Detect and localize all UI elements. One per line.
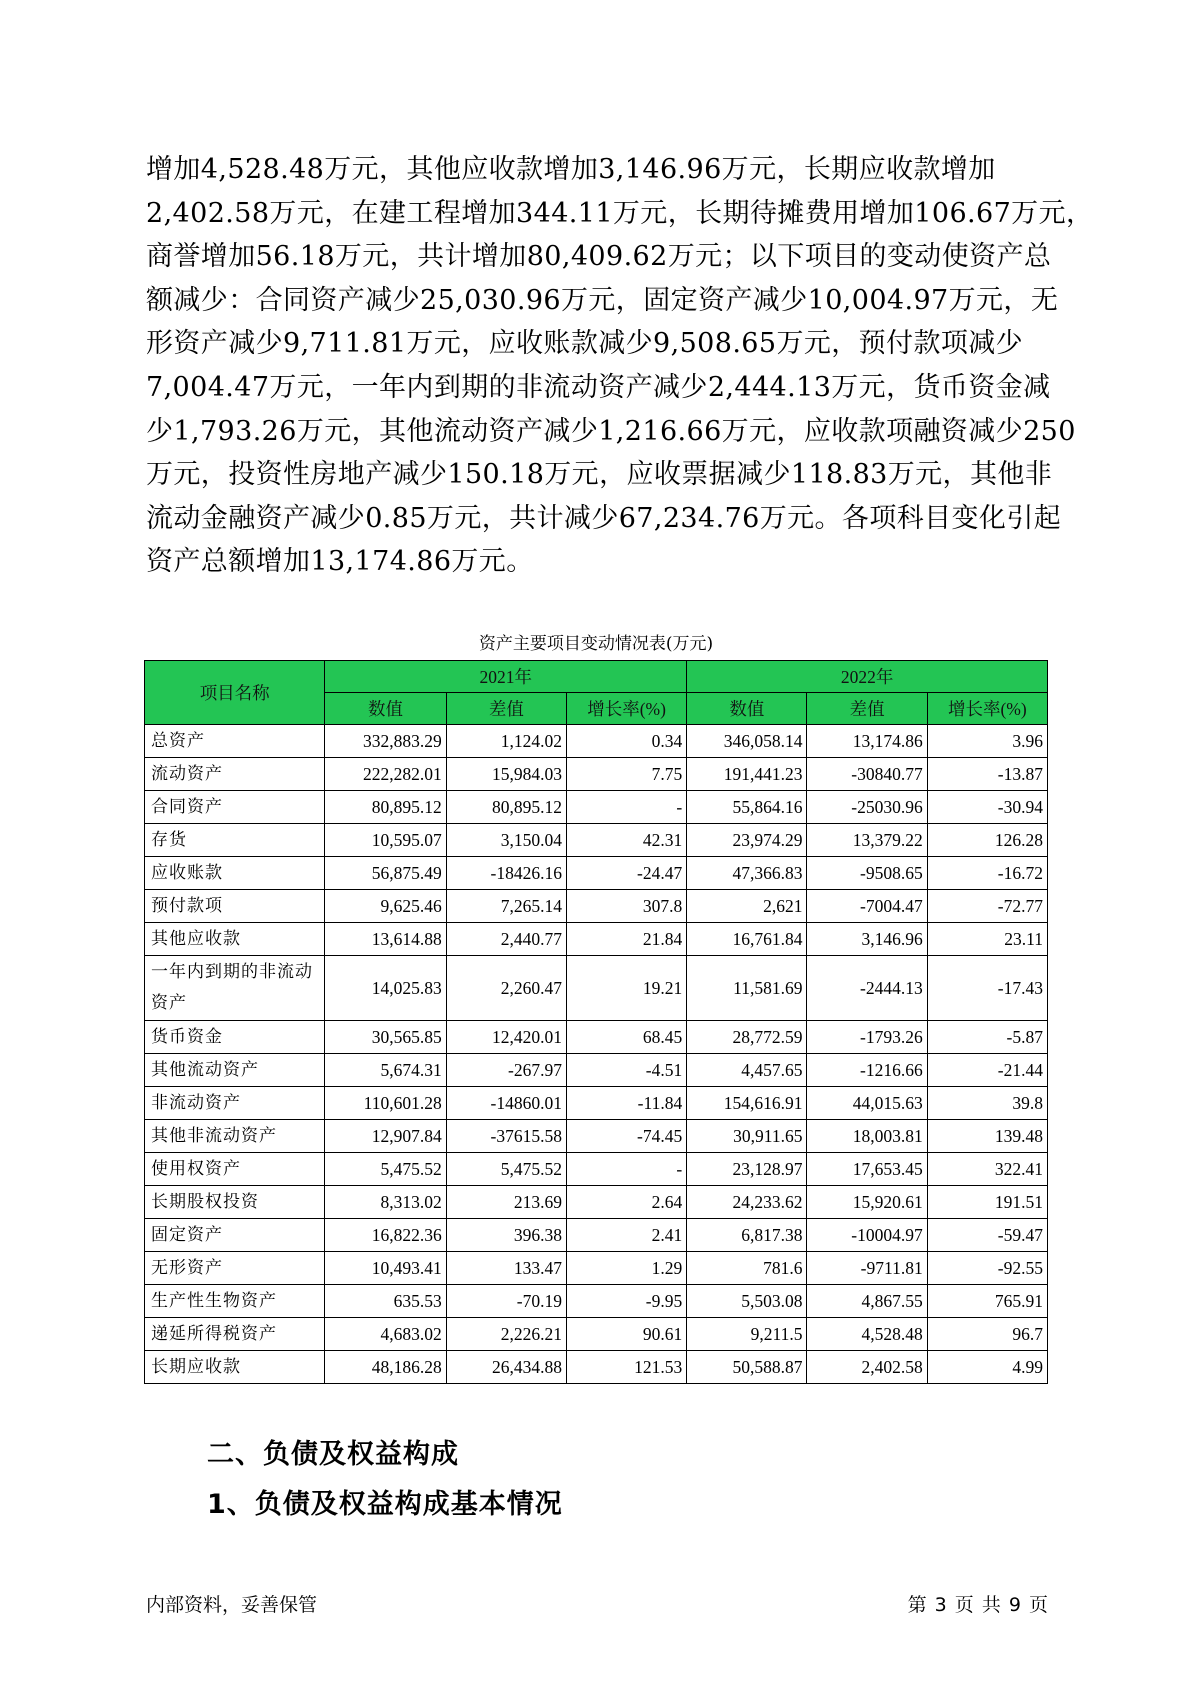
table-cell: -267.97 [446,1054,566,1087]
table-cell: 56,875.49 [325,857,446,890]
row-item-name [145,1285,325,1318]
table-cell: -74.45 [566,1120,686,1153]
table-row [145,1186,1048,1219]
table-cell: 47,366.83 [687,857,807,890]
table-cell: 332,883.29 [325,725,446,758]
row-item-label: 非流动资产 [151,1092,241,1113]
paragraph-line: 增加4,528.48万元，其他应收款增加3,146.96万元，长期应收款增加 [146,154,996,185]
row-item-name [145,1087,325,1120]
row-item-name [145,1021,325,1054]
table-cell: 26,434.88 [446,1351,566,1384]
row-item-name [145,956,325,1021]
table-cell: 139.48 [927,1120,1047,1153]
table-cell: 9,211.5 [687,1318,807,1351]
table-cell: 2.64 [566,1186,686,1219]
table-cell: 765.91 [927,1285,1047,1318]
table-row [145,791,1048,824]
row-item-label: 存货 [151,829,187,850]
table-cell: -72.77 [927,890,1047,923]
table-cell: -11.84 [566,1087,686,1120]
table-row [145,1219,1048,1252]
table-cell: 191,441.23 [687,758,807,791]
table-row [145,1285,1048,1318]
table-cell: - [566,791,686,824]
row-item-name [145,890,325,923]
table-cell: -7004.47 [807,890,927,923]
row-item-name [145,1219,325,1252]
paragraph-line: 少1,793.26万元，其他流动资产减少1,216.66万元，应收款项融资减少250 [146,415,1076,447]
footer-confidential-note: 内部资料，妥善保管 [146,1594,318,1616]
table-cell: 2,621 [687,890,807,923]
table-cell: 23,128.97 [687,1153,807,1186]
table-cell: -9.95 [566,1285,686,1318]
table-cell: 126.28 [927,824,1047,857]
table-cell: 3.96 [927,725,1047,758]
table-cell: 2,226.21 [446,1318,566,1351]
table-cell: 4,867.55 [807,1285,927,1318]
subheader-value: 数值 [687,693,807,725]
table-cell: 781.6 [687,1252,807,1285]
table-cell: 1,124.02 [446,725,566,758]
table-row [145,824,1048,857]
table-cell: -13.87 [927,758,1047,791]
table-cell: 28,772.59 [687,1021,807,1054]
row-item-name [145,1351,325,1384]
table-cell: 191.51 [927,1186,1047,1219]
table-cell: -9508.65 [807,857,927,890]
table-cell: 2.41 [566,1219,686,1252]
table-cell: 0.34 [566,725,686,758]
row-item-label: 长期股权投资 [151,1191,259,1212]
table-cell: 2,260.47 [446,956,566,1021]
table-cell: 80,895.12 [446,791,566,824]
row-item-label: 使用权资产 [151,1158,241,1179]
paragraph-line: 7,004.47万元，一年内到期的非流动资产减少2,444.13万元，货币资金减 [146,371,1051,403]
row-item-label: 固定资产 [151,1224,223,1245]
paragraph-line: 万元，投资性房地产减少150.18万元，应收票据减少118.83万元，其他非 [146,459,1053,491]
table-cell: 1.29 [566,1252,686,1285]
table-cell: 4,683.02 [325,1318,446,1351]
table-cell: 48,186.28 [325,1351,446,1384]
table-cell: -5.87 [927,1021,1047,1054]
table-cell: 5,674.31 [325,1054,446,1087]
table-cell: -18426.16 [446,857,566,890]
table-cell: - [566,1153,686,1186]
row-item-label: 其他流动资产 [151,1059,259,1080]
subheader-difference: 差值 [446,693,566,725]
table-row [145,956,1048,1021]
table-cell: -14860.01 [446,1087,566,1120]
table-cell: -10004.97 [807,1219,927,1252]
table-row [145,758,1048,791]
table-cell: 39.8 [927,1087,1047,1120]
table-row [145,1318,1048,1351]
table-row [145,1153,1048,1186]
row-item-name [145,1318,325,1351]
paragraph-line: 额减少：合同资产减少25,030.96万元，固定资产减少10,004.97万元，无 [146,284,1059,316]
paragraph-line: 2,402.58万元，在建工程增加344.11万元，长期待摊费用增加106.67万元， [146,197,1094,229]
header-item-name: 项目名称 [145,661,325,725]
table-cell: -25030.96 [807,791,927,824]
table-cell: 635.53 [325,1285,446,1318]
table-cell: 13,379.22 [807,824,927,857]
table-cell: 307.8 [566,890,686,923]
table-cell: -1216.66 [807,1054,927,1087]
table-cell: 3,150.04 [446,824,566,857]
row-item-label: 预付款项 [151,895,223,916]
table-cell: 110,601.28 [325,1087,446,1120]
table-cell: 18,003.81 [807,1120,927,1153]
section-heading: 二、负债及权益构成 [207,1439,459,1470]
table-row [145,890,1048,923]
row-item-label: 一年内到期的非流动资产 [151,962,313,1013]
table-cell: 96.7 [927,1318,1047,1351]
table-cell: 8,313.02 [325,1186,446,1219]
row-item-label: 无形资产 [151,1257,223,1278]
table-cell: 13,174.86 [807,725,927,758]
table-cell: -24.47 [566,857,686,890]
table-row [145,1054,1048,1087]
table-cell: 12,420.01 [446,1021,566,1054]
table-cell: -1793.26 [807,1021,927,1054]
table-cell: 121.53 [566,1351,686,1384]
row-item-name [145,857,325,890]
table-cell: 10,493.41 [325,1252,446,1285]
table-cell: 50,588.87 [687,1351,807,1384]
table-cell: 12,907.84 [325,1120,446,1153]
row-item-label: 流动资产 [151,763,223,784]
subheader-growth-rate: 增长率(%) [927,693,1047,725]
table-cell: 5,475.52 [325,1153,446,1186]
table-row [145,1087,1048,1120]
table-cell: 154,616.91 [687,1087,807,1120]
row-item-label: 其他应收款 [151,928,241,949]
row-item-name [145,725,325,758]
table-cell: 13,614.88 [325,923,446,956]
row-item-label: 其他非流动资产 [151,1125,277,1146]
table-cell: 346,058.14 [687,725,807,758]
row-item-name [145,1252,325,1285]
table-cell: -70.19 [446,1285,566,1318]
table-row [145,857,1048,890]
subheader-value: 数值 [325,693,446,725]
table-cell: 222,282.01 [325,758,446,791]
row-item-name [145,1186,325,1219]
table-cell: 9,625.46 [325,890,446,923]
paragraph-line: 商誉增加56.18万元，共计增加80,409.62万元；以下项目的变动使资产总 [146,241,1052,273]
table-cell: 4,457.65 [687,1054,807,1087]
table-cell: 15,984.03 [446,758,566,791]
table-cell: 3,146.96 [807,923,927,956]
table-cell: 2,402.58 [807,1351,927,1384]
table-caption: 资产主要项目变动情况表(万元) [478,634,714,654]
table-cell: 213.69 [446,1186,566,1219]
table-cell: 396.38 [446,1219,566,1252]
table-cell: 80,895.12 [325,791,446,824]
table-cell: -37615.58 [446,1120,566,1153]
table-cell: 90.61 [566,1318,686,1351]
table-cell: -30840.77 [807,758,927,791]
table-cell: -2444.13 [807,956,927,1021]
header-year-2021: 2021年 [325,661,687,693]
row-item-name [145,1153,325,1186]
row-item-label: 应收账款 [151,862,223,883]
table-cell: 16,822.36 [325,1219,446,1252]
table-row [145,1021,1048,1054]
row-item-name [145,758,325,791]
table-row [145,725,1048,758]
table-cell: -17.43 [927,956,1047,1021]
paragraph-line: 资产总额增加13,174.86万元。 [146,546,534,578]
table-cell: 19.21 [566,956,686,1021]
table-cell: -92.55 [927,1252,1047,1285]
table-cell: 7,265.14 [446,890,566,923]
body-paragraph [146,148,1094,584]
footer-page-number: 第 3 页 共 9 页 [907,1594,1048,1616]
table-cell: -9711.81 [807,1252,927,1285]
table-cell: 5,475.52 [446,1153,566,1186]
table-cell: -21.44 [927,1054,1047,1087]
header-year-2022: 2022年 [687,661,1048,693]
subheader-growth-rate: 增长率(%) [566,693,686,725]
subheader-difference: 差值 [807,693,927,725]
table-cell: -4.51 [566,1054,686,1087]
row-item-label: 生产性生物资产 [151,1290,277,1311]
table-cell: 68.45 [566,1021,686,1054]
paragraph-line: 形资产减少9,711.81万元，应收账款减少9,508.65万元，预付款项减少 [146,328,1024,360]
subsection-heading: 1、负债及权益构成基本情况 [207,1489,563,1520]
row-item-label: 总资产 [151,730,205,751]
table-cell: -16.72 [927,857,1047,890]
table-row [145,1252,1048,1285]
table-cell: 133.47 [446,1252,566,1285]
table-cell: 24,233.62 [687,1186,807,1219]
table-cell: -30.94 [927,791,1047,824]
asset-change-table [144,660,1048,1384]
paragraph-line: 流动金融资产减少0.85万元，共计减少67,234.76万元。各项科目变化引起 [146,502,1062,534]
row-item-label: 递延所得税资产 [151,1323,277,1344]
table-cell: 7.75 [566,758,686,791]
table-cell: 14,025.83 [325,956,446,1021]
table-cell: 4,528.48 [807,1318,927,1351]
row-item-label: 长期应收款 [151,1356,241,1377]
table-cell: 55,864.16 [687,791,807,824]
table-cell: 5,503.08 [687,1285,807,1318]
table-cell: 2,440.77 [446,923,566,956]
table-cell: 10,595.07 [325,824,446,857]
table-cell: 21.84 [566,923,686,956]
table-cell: 4.99 [927,1351,1047,1384]
table-cell: 17,653.45 [807,1153,927,1186]
table-cell: 30,911.65 [687,1120,807,1153]
table-cell: -59.47 [927,1219,1047,1252]
table-cell: 322.41 [927,1153,1047,1186]
table-cell: 44,015.63 [807,1087,927,1120]
table-cell: 15,920.61 [807,1186,927,1219]
row-item-name [145,923,325,956]
row-item-name [145,791,325,824]
row-item-label: 货币资金 [151,1026,223,1047]
table-cell: 23.11 [927,923,1047,956]
table-row [145,1351,1048,1384]
table-cell: 11,581.69 [687,956,807,1021]
table-cell: 23,974.29 [687,824,807,857]
table-cell: 30,565.85 [325,1021,446,1054]
table-row [145,923,1048,956]
row-item-name [145,1120,325,1153]
table-cell: 6,817.38 [687,1219,807,1252]
table-row [145,1120,1048,1153]
table-cell: 42.31 [566,824,686,857]
row-item-name [145,1054,325,1087]
row-item-name [145,824,325,857]
table-cell: 16,761.84 [687,923,807,956]
row-item-label: 合同资产 [151,796,223,817]
